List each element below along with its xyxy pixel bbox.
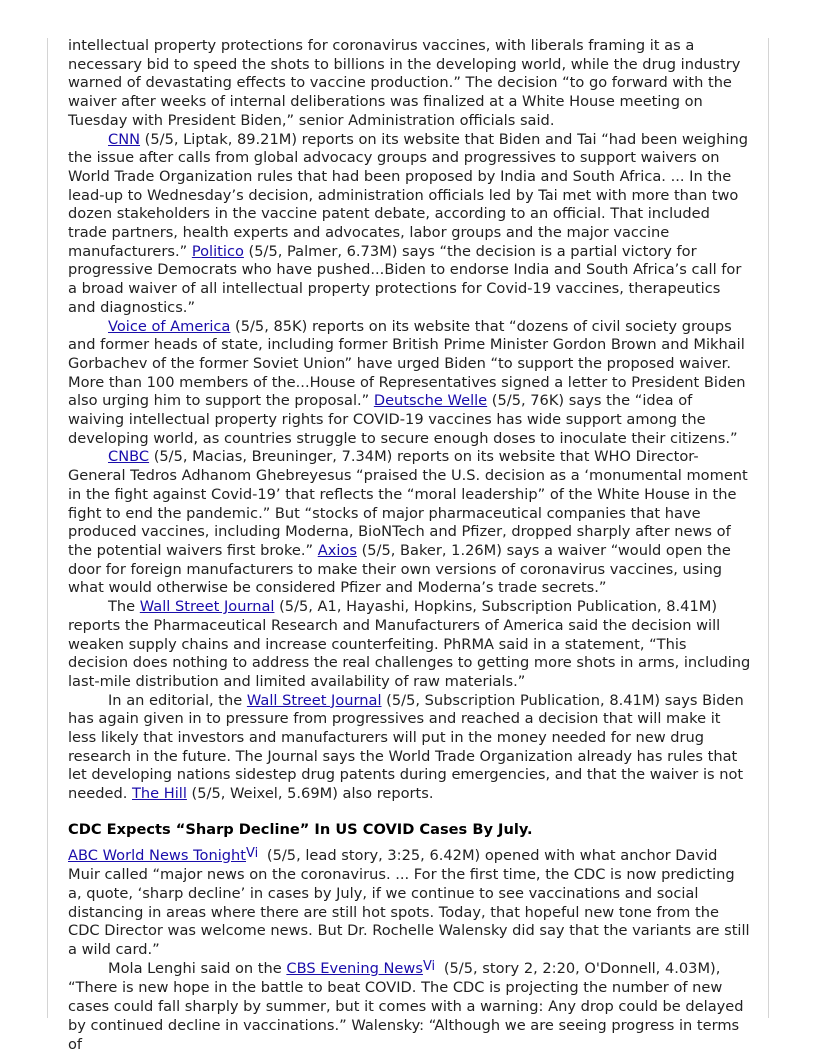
link-deutsche-welle[interactable]: Deutsche Welle bbox=[373, 392, 488, 410]
link-voice-of-america[interactable]: Voice of America bbox=[108, 317, 231, 335]
paragraph-text: (5/5, Baker, 1.26M) says a waiver “would open the door for foreign manufacturers to make their own versions of coronavirus vaccines, using what would otherwise be considered Pfizer and Moderna’s trade secrets.” bbox=[68, 541, 731, 597]
paragraph-text: (5/5, 85K) reports on its website that “dozens of civil society groups and former heads of state, including former British Prime Minister Gordon Brown and Mikhail Gorbachev of the former Soviet Union” have urged Biden “to support the proposed waiver. More than 100 members of the...House of Representatives signed a letter to President Biden also urging him to support the proposal.” bbox=[68, 317, 746, 410]
paragraph-vaccine-waiver-intro bbox=[68, 37, 751, 131]
paragraph-text: The bbox=[108, 598, 140, 616]
link-politico[interactable]: Politico bbox=[191, 242, 244, 260]
paragraph-text: Mola Lenghi said on the bbox=[108, 959, 287, 977]
link-the-hill[interactable]: The Hill bbox=[132, 785, 187, 803]
link-cbs-evening-news[interactable]: CBS Evening News bbox=[286, 959, 423, 977]
paragraph-text: (5/5, Palmer, 6.73M) says “the decision is a partial victory for progressive Democrats who have pushed...Biden to endorse India and South Africa’s call for a broad waiver of all intellectual property protections for Covid-19 vaccines, therapeutics and diagnostics.” bbox=[68, 242, 742, 316]
document-body bbox=[68, 37, 751, 1054]
paragraph-cbs bbox=[68, 960, 751, 1055]
section-heading-cdc: CDC Expects “Sharp Decline” In US COVID Cases By July. bbox=[68, 820, 533, 838]
paragraph-wsj-report bbox=[68, 598, 751, 692]
paragraph-text: (5/5, A1, Hayashi, Hopkins, Subscription Publication, 8.41M) reports the Pharmaceutical Research and Manufacturers of America said the decision will weaken supply chains and increase counterfeiting. PhRMA said in a statement, “This decision does nothing to address the real challenges to getting more shots in arms, including last-mile distribution and limited availability of raw materials.” bbox=[68, 598, 751, 690]
link-abc-world-news-tonight[interactable]: ABC World News Tonight bbox=[68, 846, 247, 864]
right-margin-rule bbox=[768, 38, 769, 1018]
paragraph-text: (5/5, story 2, 2:20, O'Donnell, 4.03M), “There is new hope in the battle to beat COVID. The CDC is projecting the number of new cases could fall sharply by summer, but it comes with a warning: Any drop could be delayed by continued decline in vaccinations.” Walensky: “Although we are seeing progress in terms of bbox=[68, 959, 744, 1053]
paragraph-text: (5/5, Subscription Publication, 8.41M) says Biden has again given in to pressure from progressives and reached a decision that will make it less likely that investors and manufacturers will put in the money needed for new drug research in the future. The Journal says the World Trade Organization already has rules that let developing nations sidestep drug patents during emergencies, and that the waiver is not needed. bbox=[68, 691, 744, 803]
paragraph-text: (5/5, Macias, Breuninger, 7.34M) reports on its website that WHO Director-General Tedros Adhanom Ghebreyesus “praised the U.S. decision as a ‘monumental moment in the fight against Covid-19’ that reflects the “moral leadership” of the White House in the fight to end the pandemic.” But “stocks of major pharmaceutical companies that have produced vaccines, including Moderna, BioNTech and Pfizer, dropped sharply after news of the potential waivers first broke.” bbox=[68, 448, 748, 559]
link-cnbc[interactable]: CNBC bbox=[108, 448, 150, 466]
paragraph-abc bbox=[68, 847, 751, 960]
link-wall-street-journal[interactable]: Wall Street Journal bbox=[139, 598, 275, 616]
paragraph-wsj-editorial bbox=[68, 692, 751, 804]
paragraph-text: (5/5, lead story, 3:25, 6.42M) opened with what anchor David Muir called “major news on the coronavirus. ... For the first time, the CDC is now predicting a, quote, ‘sharp decline’ in cases by July, if we continue to see vaccinations and social distancing in areas where there are still hot spots. Today, that hopeful new tone from the CDC Director was welcome news. But Dr. Rochelle Walensky did say that the variants are still a wild card.” bbox=[68, 846, 750, 959]
video-indicator-icon[interactable]: Vi bbox=[246, 845, 259, 861]
paragraph-text: (5/5, 76K) says the “idea of waiving intellectual property rights for COVID-19 vaccines has wide support among the developing world, as countries struggle to secure enough doses to inoculate their citizens.” bbox=[68, 392, 738, 447]
paragraph-text: In an editorial, the bbox=[108, 691, 247, 709]
paragraph-text: (5/5, Liptak, 89.21M) reports on its website that Biden and Tai “had been weighing the issue after calls from global advocacy groups and progressives to support waivers on World Trade Organization rules that had been proposed by India and South Africa. ... In the lead-up to Wednesday’s decision, administration officials led by Tai met with more than two dozen stakeholders in the vaccine patent debate, according to an official. That included trade partners, health experts and advocates, labor groups and the major vaccine manufacturers.” bbox=[68, 130, 749, 260]
paragraph-cnbc bbox=[68, 448, 751, 598]
paragraph-text: (5/5, Weixel, 5.69M) also reports. bbox=[186, 785, 434, 803]
link-axios[interactable]: Axios bbox=[317, 541, 357, 559]
video-indicator-icon[interactable]: Vi bbox=[422, 958, 436, 974]
paragraph-text: intellectual property protections for coronavirus vaccines, with liberals framing it as a necessary bid to speed the shots to billions in the developing world, while the drug industry warned of devastating effects to vaccine production.” The decision “to go forward with the waiver after weeks of internal deliberations was finalized at a White House meeting on Tuesday with President Biden,” senior Administration officials said. bbox=[68, 37, 741, 129]
paragraph-voa bbox=[68, 318, 751, 449]
link-cnn[interactable]: CNN bbox=[108, 130, 141, 148]
link-wall-street-journal-editorial[interactable]: Wall Street Journal bbox=[246, 691, 382, 709]
left-margin-rule bbox=[47, 38, 48, 1018]
paragraph-cnn bbox=[68, 131, 751, 318]
